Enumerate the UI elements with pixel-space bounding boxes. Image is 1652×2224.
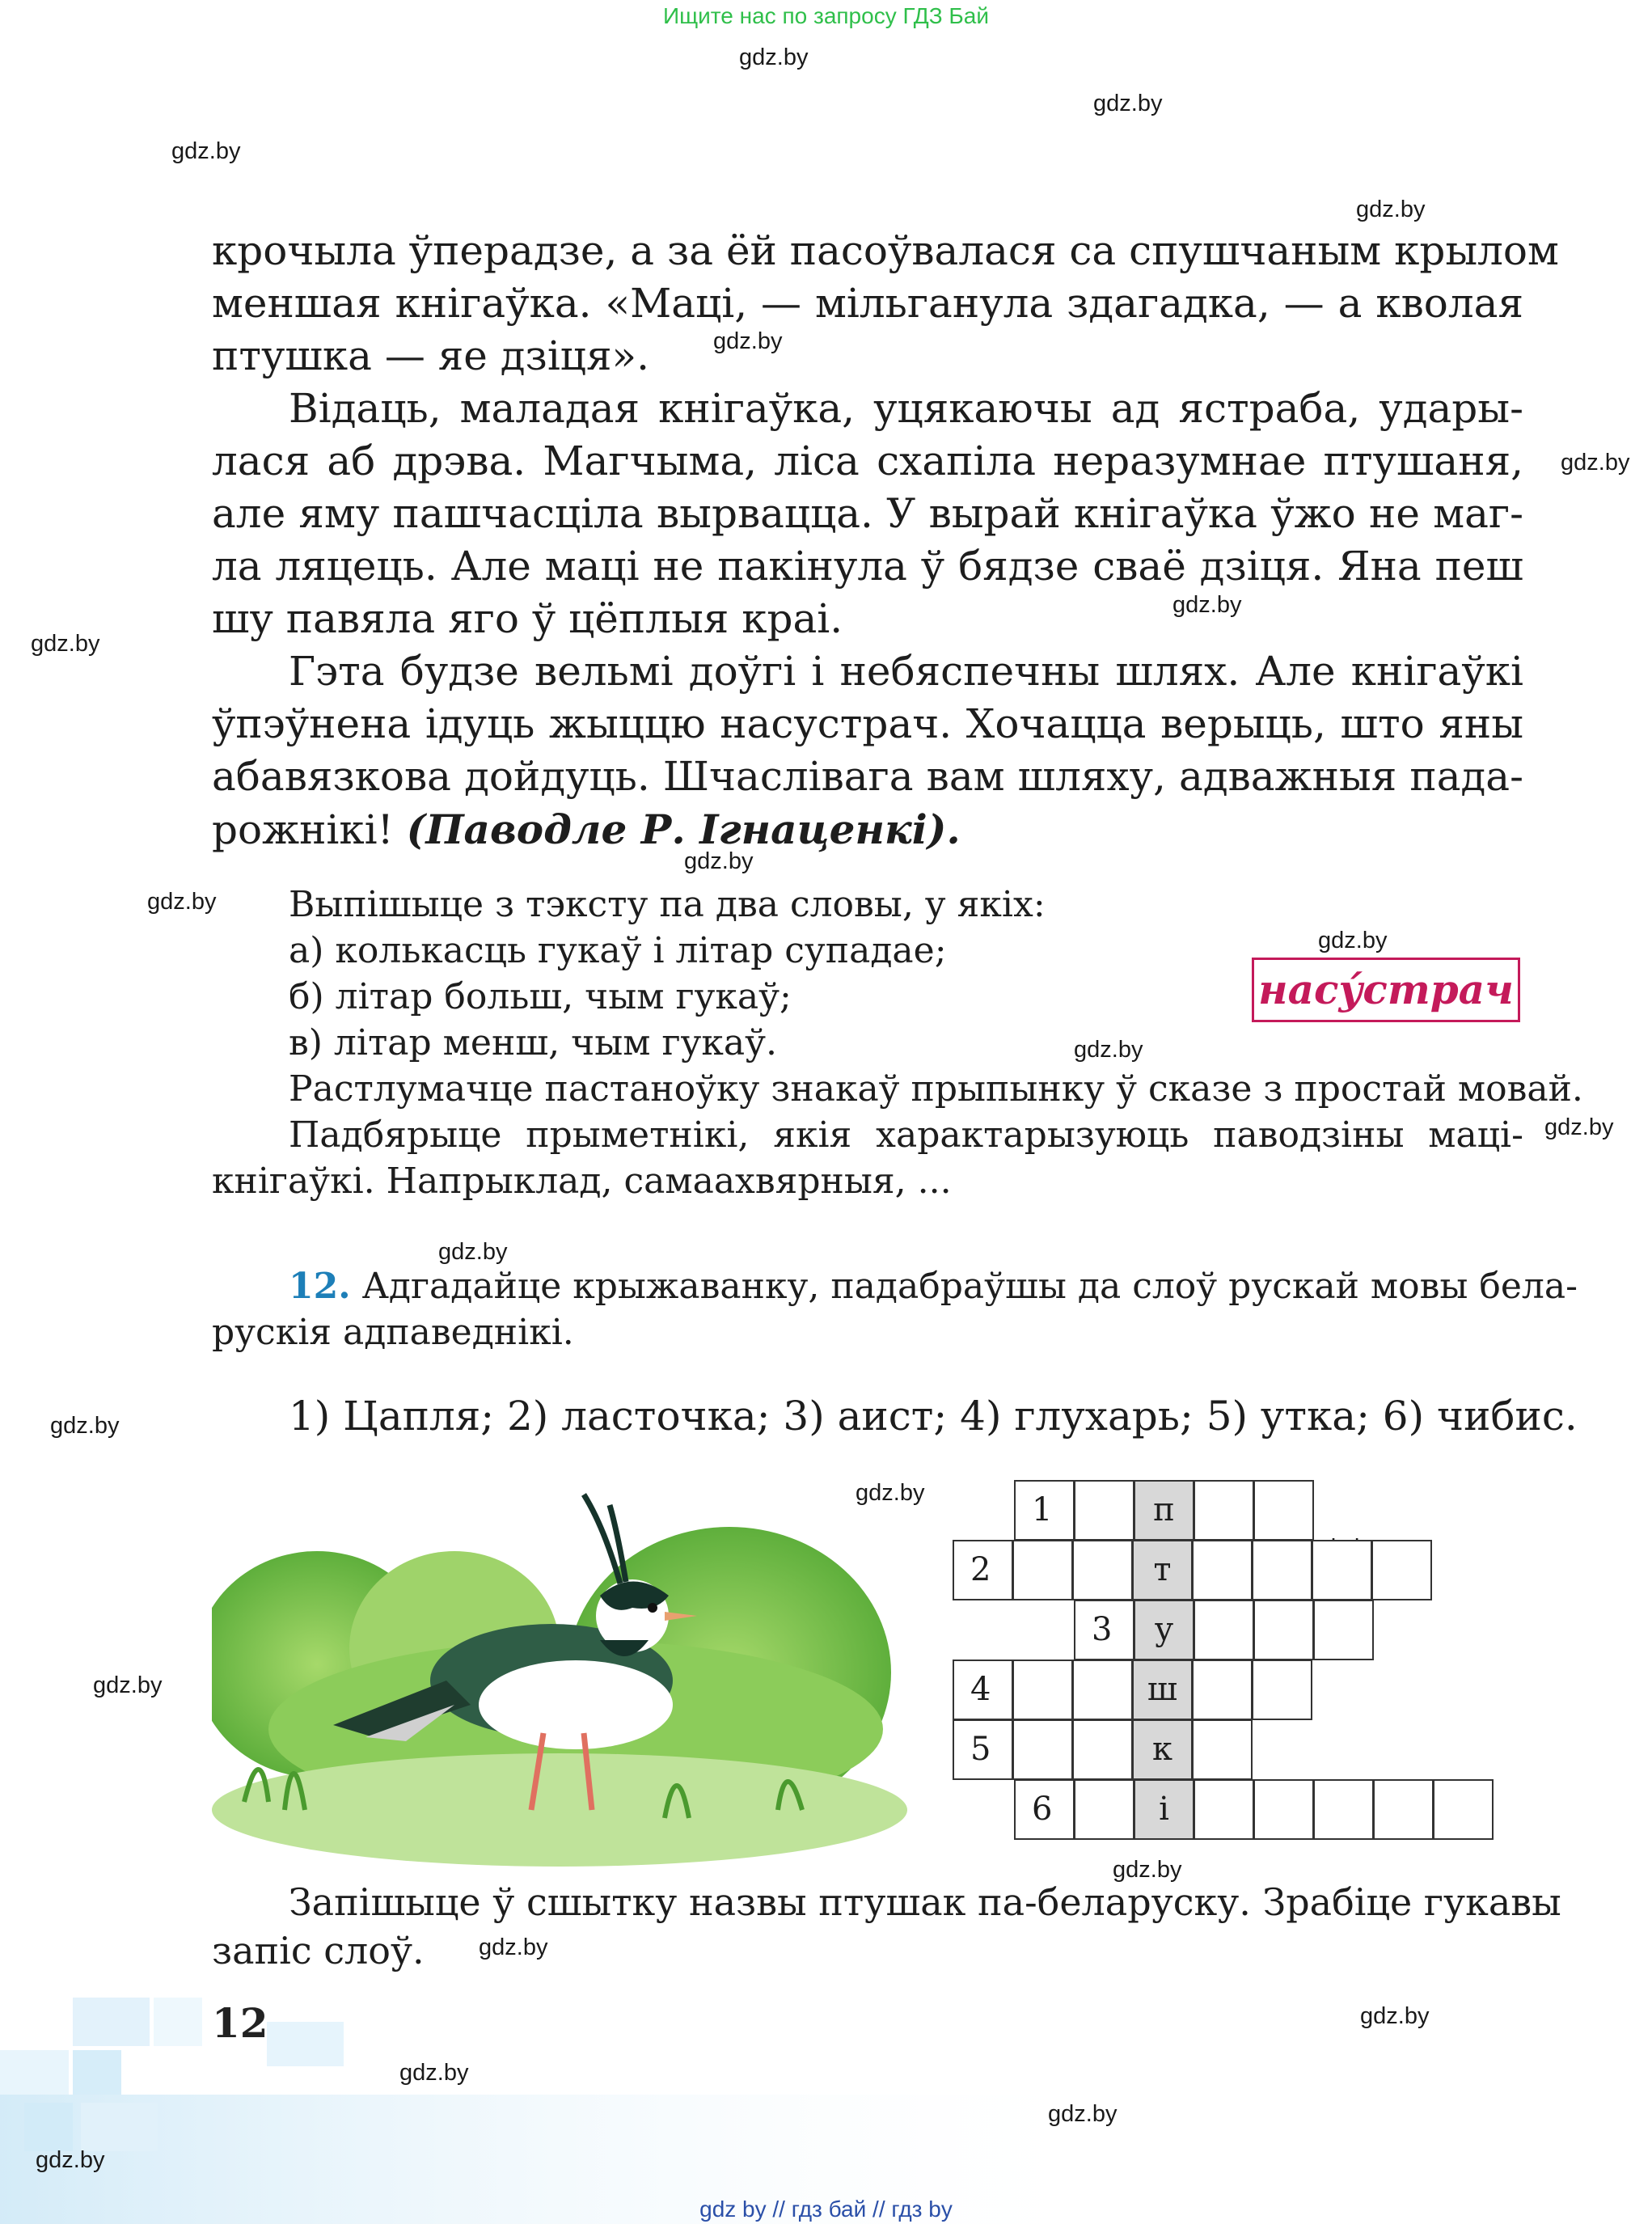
- page-number: 12: [212, 1999, 268, 2047]
- crossword-number-cell[interactable]: 2: [953, 1540, 1013, 1600]
- crossword-key-cell[interactable]: п: [1134, 1480, 1194, 1541]
- task-line: Растлумачце пастаноўку знакаў прыпынку ў сказе з простай мовай.: [289, 1068, 1583, 1110]
- watermark: gdz.by: [1048, 2101, 1118, 2127]
- watermark: gdz.by: [36, 2147, 105, 2173]
- watermark: gdz.by: [399, 2060, 469, 2086]
- watermark: gdz.by: [93, 1672, 163, 1698]
- crossword-cell[interactable]: [1192, 1540, 1253, 1600]
- text-line: ла ляцець. Але маці не пакінула ў бядзе сваё дзіця. Яна пеш: [212, 543, 1523, 590]
- crossword-cell[interactable]: [1313, 1600, 1374, 1660]
- watermark: gdz.by: [1544, 1114, 1614, 1140]
- crossword-cell[interactable]: [1313, 1779, 1374, 1840]
- task-line: а) колькасць гукаў і літар супадае;: [289, 930, 947, 971]
- decorative-corner-mosaic: [0, 1973, 1132, 2224]
- crossword-cell[interactable]: [1012, 1540, 1073, 1600]
- crossword-key-cell[interactable]: к: [1132, 1719, 1193, 1780]
- watermark: gdz.by: [1093, 91, 1163, 116]
- crossword-cell[interactable]: [1194, 1779, 1254, 1840]
- watermark: gdz.by: [684, 848, 754, 874]
- watermark: gdz.by: [1561, 450, 1630, 476]
- watermark: gdz.by: [1074, 1037, 1143, 1063]
- crossword-number-cell[interactable]: 6: [1014, 1779, 1075, 1840]
- crossword-cell[interactable]: [1252, 1540, 1312, 1600]
- text-line: шу павяла яго ў цёплыя краі.: [212, 595, 843, 642]
- watermark: gdz.by: [739, 44, 809, 70]
- instruction-line: запіс слоў.: [212, 1929, 425, 1972]
- watermark: gdz.by: [1318, 928, 1388, 953]
- text-line: птушка — яе дзіця».: [212, 332, 649, 379]
- crossword-cell[interactable]: [1074, 1779, 1134, 1840]
- watermark: gdz.by: [31, 631, 100, 657]
- text-line-with-source: [212, 803, 1523, 856]
- watermark: gdz.by: [856, 1480, 925, 1506]
- text-line: Гэта будзе вельмі доўгі і небяспечны шлях. Але кнігаўкі: [289, 648, 1523, 695]
- text-line: ўпэўнена ідуць жыццю насустрач. Хочацца верыць, што яны: [212, 700, 1523, 747]
- crossword-cell[interactable]: [1012, 1660, 1073, 1720]
- instruction-line: Запішыце ў сшытку назвы птушак па-беларуску. Зрабіце гукавы: [289, 1880, 1561, 1924]
- crossword-cell[interactable]: [1192, 1660, 1253, 1720]
- crossword-cell[interactable]: [1253, 1480, 1314, 1541]
- story-text: [212, 225, 1559, 856]
- task-line: Падбярыце прыметнікі, якія характарызуюць паводзіны маці-: [289, 1114, 1523, 1156]
- crossword-cell[interactable]: [1253, 1779, 1314, 1840]
- crossword-number-cell[interactable]: 3: [1074, 1600, 1134, 1660]
- text-line: але яму пашчасціла вырвацца. У вырай кнігаўка ўжо не маг-: [212, 490, 1523, 537]
- crossword-cell[interactable]: [1194, 1480, 1254, 1541]
- crossword-key-cell[interactable]: у: [1134, 1600, 1194, 1660]
- crossword-cell[interactable]: [1252, 1660, 1312, 1720]
- text-line: абавязкова дойдуць. Шчаслівага вам шляху, адважныя пада-: [212, 753, 1523, 800]
- exercise-line: 12. Адгадайце крыжаванку, падабраўшы да слоў рускай мовы бела-: [289, 1266, 1578, 1307]
- instruction-block: [212, 1878, 1561, 1975]
- crossword-key-cell[interactable]: т: [1132, 1540, 1193, 1600]
- crossword-key-cell[interactable]: і: [1134, 1779, 1194, 1840]
- crossword-cell[interactable]: [1373, 1779, 1434, 1840]
- crossword-cell[interactable]: [1194, 1600, 1254, 1660]
- vocabulary-word-box: насу́страч: [1252, 958, 1520, 1022]
- watermark: gdz.by: [1356, 197, 1426, 222]
- top-banner[interactable]: Ищите нас по запросу ГДЗ Бай: [662, 3, 990, 28]
- exercise-line: рускія адпаведнікі.: [212, 1312, 574, 1353]
- crossword-cell[interactable]: [1312, 1540, 1372, 1600]
- watermark: gdz.by: [1172, 592, 1242, 618]
- crossword-cell[interactable]: [1192, 1719, 1253, 1780]
- task-line: б) літар больш, чым гукаў;: [289, 976, 792, 1017]
- exercise-12: [212, 1263, 1578, 1355]
- crossword-cell[interactable]: [1253, 1600, 1314, 1660]
- text-line: Відаць, маладая кнігаўка, уцякаючы ад ястраба, удары-: [289, 385, 1523, 432]
- text-line: рожнікі!: [212, 806, 407, 853]
- task-line: кнігаўкі. Напрыклад, самаахвярныя, ...: [212, 1161, 952, 1202]
- watermark: gdz.by: [147, 889, 217, 915]
- crossword-cell[interactable]: [1371, 1540, 1432, 1600]
- crossword-cell[interactable]: [1074, 1480, 1134, 1541]
- crossword-cell[interactable]: [1072, 1660, 1133, 1720]
- lapwing-illustration: [212, 1462, 907, 1867]
- text-line: меншая кнігаўка. «Маці, — мільганула здагадка, — а кволая: [212, 280, 1523, 327]
- crossword-cell[interactable]: [1433, 1779, 1494, 1840]
- crossword-cell[interactable]: [1012, 1719, 1073, 1780]
- watermark: gdz.by: [171, 138, 241, 164]
- task-line: в) літар менш, чым гукаў.: [289, 1022, 778, 1063]
- watermark: gdz.by: [1360, 2003, 1430, 2029]
- text-line: крочыла ўперадзе, а за ёй пасоўвалася са спушчаным крылом: [212, 227, 1559, 274]
- watermark: gdz.by: [50, 1413, 120, 1439]
- watermark: gdz.by: [1113, 1857, 1182, 1883]
- watermark: gdz.by: [438, 1239, 508, 1265]
- crossword-number-cell[interactable]: 5: [953, 1719, 1013, 1780]
- crossword-key-cell[interactable]: ш: [1132, 1660, 1193, 1720]
- text-line: лася аб дрэва. Магчыма, ліса схапіла неразумнае птушаня,: [212, 438, 1523, 484]
- watermark: gdz.by: [713, 328, 783, 354]
- source-note: (Паводле Р. Ігнаценкі).: [406, 805, 961, 853]
- footer-links[interactable]: gdz by // гдз бай // гдз by: [699, 2197, 953, 2222]
- bird-list: 1) Цапля; 2) ласточка; 3) аист; 4) глухарь; 5) утка; 6) чибис.: [289, 1393, 1578, 1440]
- exercise-number: 12.: [289, 1266, 351, 1307]
- crossword-cell[interactable]: [1072, 1719, 1133, 1780]
- crossword-number-cell[interactable]: 1: [1014, 1480, 1075, 1541]
- crossword-grid: [953, 1480, 1502, 1852]
- watermark: gdz.by: [479, 1934, 548, 1960]
- task-line: Выпішыце з тэксту па два словы, у якіх:: [289, 884, 1046, 925]
- crossword-number-cell[interactable]: 4: [953, 1660, 1013, 1720]
- crossword-cell[interactable]: [1072, 1540, 1133, 1600]
